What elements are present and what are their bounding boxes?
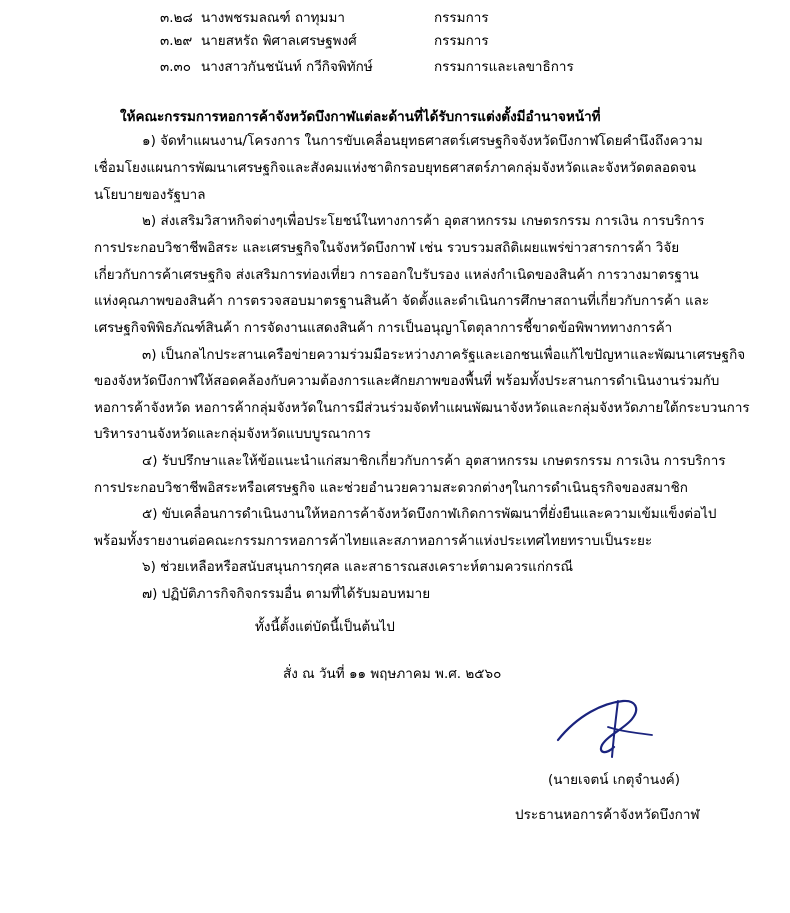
duty-line: ๗) ปฏิบัติภารกิจกิจกรรมอื่น ตามที่ได้รับมอบหมาย [142,586,431,602]
signer-name: (นายเจตน์ เกตุจำนงค์) [548,772,680,788]
member-number: ๓.๒๘ [160,10,193,26]
duty-line: การประกอบวิชาชีพอิสระหรือเศรษฐกิจ และช่วยอำนวยความสะดวกต่างๆในการดำเนินธุรกิจของสมาชิก [94,480,688,496]
duty-line: พร้อมทั้งรายงานต่อคณะกรรมการหอการค้าไทยและสภาหอการค้าแห่งประเทศไทยทราบเป็นระยะ [94,533,653,549]
member-number: ๓.๓๐ [160,59,191,75]
duty-line: นโยบายของรัฐบาล [94,187,206,203]
order-date: สั่ง ณ วันที่ ๑๑ พฤษภาคม พ.ศ. ๒๕๖๐ [283,666,502,682]
duty-line: ๒) ส่งเสริมวิสาหกิจต่างๆเพื่อประโยชน์ในทางการค้า อุตสาหกรรม เกษตรกรรม การเงิน การบริการ [142,213,705,229]
member-role: กรรมการ [434,33,489,49]
duty-line: ๕) ขับเคลื่อนการดำเนินงานให้หอการค้าจังหวัดบึงกาฬเกิดการพัฒนาที่ยั่งยืนและความเข้มแข็งต่อไป [142,506,717,522]
duty-line: แห่งคุณภาพของสินค้า การตรวจสอบมาตรฐานสินค้า จัดตั้งและดำเนินการศึกษาสถานที่เกี่ยวกับการค้า และ [94,293,710,309]
member-name: นางสาวกันชนันท์ กวีกิจพิทักษ์ [201,59,373,75]
duty-line: การประกอบวิชาชีพอิสระ และเศรษฐกิจในจังหวัดบึงกาฬ เช่น รวบรวมสถิติเผยแพร่ข่าวสารการค้า วิจัย [94,240,680,256]
duty-line: เศรษฐกิจพิพิธภัณฑ์สินค้า การจัดงานแสดงสินค้า การเป็นอนุญาโตตุลาการชี้ขาดข้อพิพาททางการค้า [94,320,673,336]
duty-line: ๖) ช่วยเหลือหรือสนับสนุนการกุศล และสาธารณสงเคราะห์ตามควรแก่กรณี [142,559,574,575]
duty-line: บริหารงานจังหวัดและกลุ่มจังหวัดแบบบูรณาการ [94,426,371,442]
duty-line: ๔) รับปรึกษาและให้ข้อแนะนำแก่สมาชิกเกี่ยวกับการค้า อุตสาหกรรม เกษตรกรรม การเงิน การบริการ [142,453,726,469]
effective-statement: ทั้งนี้ตั้งแต่บัดนี้เป็นต้นไป [255,619,395,635]
duty-line: หอการค้าจังหวัด หอการค้ากลุ่มจังหวัดในการมีส่วนร่วมจัดทำแผนพัฒนาจังหวัดและกลุ่มจังหวัดภายใต้กระบวนการ [94,400,750,416]
duty-line: ๑) จัดทำแผนงาน/โครงการ ในการขับเคลื่อนยุทธศาสตร์เศรษฐกิจจังหวัดบึงกาฬโดยคำนึงถึงความ [142,133,703,149]
duty-line: ของจังหวัดบึงกาฬให้สอดคล้องกับความต้องการและศักยภาพของพื้นที่ พร้อมทั้งประสานการดำเนินงานร่วมกับ [94,373,720,389]
handwritten-signature [548,695,668,765]
member-name: นางพชรมลณฑ์ ถาทุมมา [201,10,345,26]
member-role: กรรมการ [434,10,489,26]
signer-title: ประธานหอการค้าจังหวัดบึงกาฬ [515,807,700,823]
duty-line: เชื่อมโยงแผนการพัฒนาเศรษฐกิจและสังคมแห่งชาติกรอบยุทธศาสตร์ภาคกลุ่มจังหวัดและจังหวัดตลอดจน [94,160,697,176]
duty-line: เกี่ยวกับการค้าเศรษฐกิจ ส่งเสริมการท่องเที่ยว การออกใบรับรอง แหล่งกำเนิดของสินค้า การวางมาตรฐาน [94,267,699,283]
member-name: นายสหรัถ พิศาลเศรษฐพงศ์ [201,33,357,49]
duties-heading: ให้คณะกรรมการหอการค้าจังหวัดบึงกาฬแต่ละด้านที่ได้รับการแต่งตั้งมีอำนาจหน้าที่ [120,109,601,125]
member-number: ๓.๒๙ [160,33,193,49]
duty-line: ๓) เป็นกลไกประสานเครือข่ายความร่วมมือระหว่างภาครัฐและเอกชนเพื่อแก้ไขปัญหาและพัฒนาเศรษฐกิจ [142,347,746,363]
member-role: กรรมการและเลขาธิการ [434,59,574,75]
